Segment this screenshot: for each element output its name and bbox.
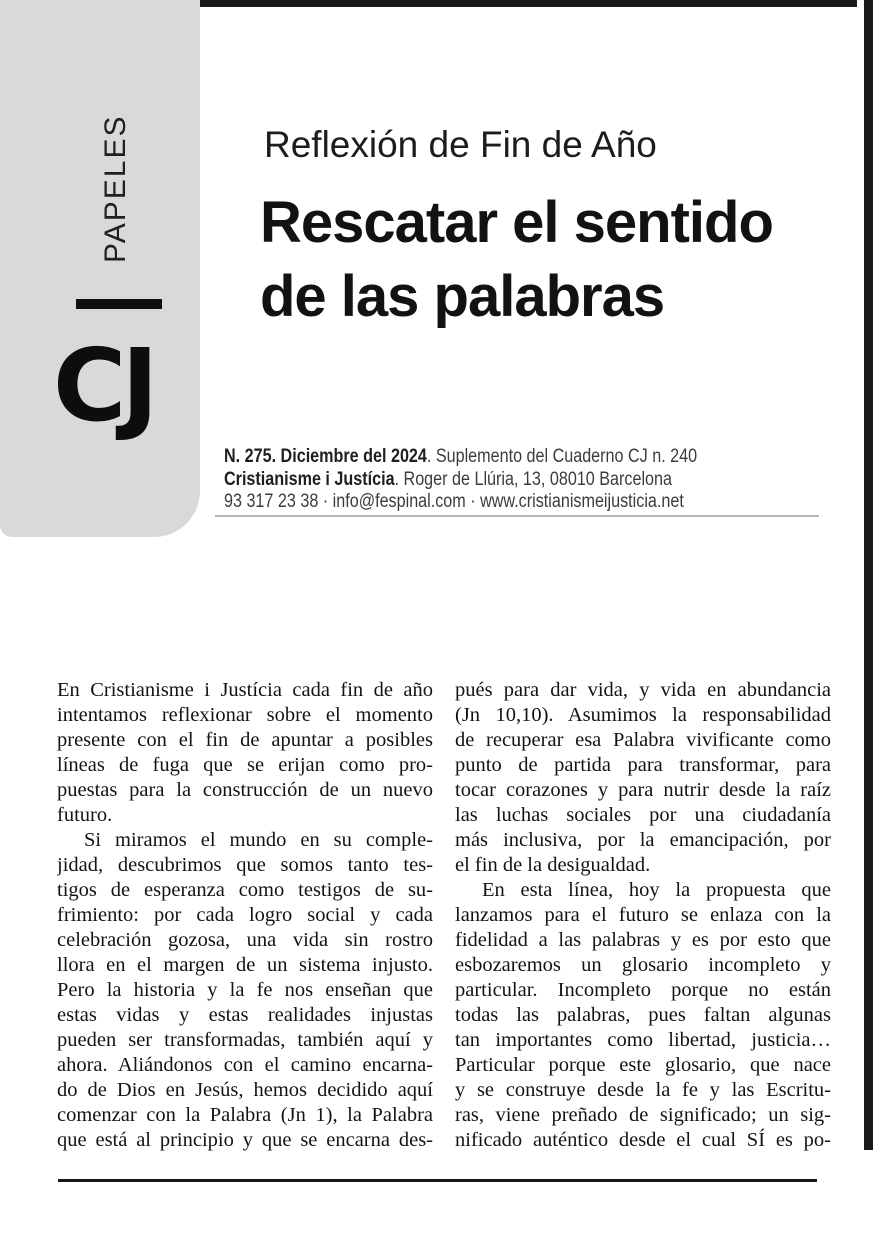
body-line: jidad, descubrimos que somos tanto tes- [57, 854, 433, 876]
page-title-line1: Rescatar el sentido [260, 190, 773, 255]
body-line: punto de partida para transformar, para [455, 754, 831, 776]
body-line: frimiento: por cada logro social y cada [57, 904, 433, 926]
body-line: el fin de la desigualdad. [455, 854, 651, 876]
collection-label: PAPELES [99, 114, 132, 263]
masthead-tab [0, 0, 200, 537]
imprint-issue-rest: . Suplemento del Cuaderno CJ n. 240 [426, 446, 698, 467]
body-line: pués para dar vida, y vida en abundancia [455, 679, 831, 701]
body-line: particular. Incompleto porque no están [455, 979, 831, 1001]
body-line: tigos de esperanza como testigos de su- [57, 879, 433, 901]
body-line: más inclusiva, por la emancipación, por [455, 829, 831, 851]
body-line: puestas para la construcción de un nuevo [57, 779, 433, 801]
body-line: presente con el fin de apuntar a posibles [57, 729, 433, 751]
page-title-line2: de las palabras [260, 264, 665, 329]
body-line: todas las palabras, pues faltan algunas [455, 1004, 831, 1026]
cj-logo: CJ [53, 327, 154, 444]
body-line: celebración gozosa, una vida sin rostro [57, 929, 433, 951]
imprint-issue-number: N. 275. Diciembre del 2024 [224, 446, 427, 467]
body-line: En Cristianisme i Justícia cada fin de año [57, 679, 433, 701]
imprint-address-rest: . Roger de Llúria, 13, 08010 Barcelona [394, 468, 672, 490]
imprint-line-issue [224, 446, 697, 469]
body-line: estas vidas y estas realidades injustas [57, 1004, 433, 1026]
body-line: llora en el margen de un sistema injusto. [57, 954, 433, 976]
page-kicker: Reflexión de Fin de Año [264, 124, 657, 165]
body-line: que está al principio y que se encarna des- [57, 1129, 433, 1151]
body-line: ahora. Aliándonos con el camino encarna- [57, 1054, 433, 1076]
body-line: En esta línea, hoy la propuesta que [482, 879, 831, 901]
body-line: lanzamos para el futuro se enlaza con la [455, 904, 831, 926]
body-line: Pero la historia y la fe nos enseñan que [57, 979, 433, 1001]
body-line: las luchas sociales por una ciudadanía [455, 804, 831, 826]
imprint-line-address [224, 469, 697, 492]
body-line: Particular porque este glosario, que nace [455, 1054, 831, 1076]
body-line: nificado auténtico desde el cual SÍ es po- [455, 1129, 831, 1151]
logo-dash-mark [76, 299, 162, 309]
body-line: comenzar con la Palabra (Jn 1), la Palabra [57, 1104, 433, 1126]
body-line: y se construye desde la fe y las Escritu- [455, 1079, 831, 1101]
imprint-block [224, 446, 697, 514]
page-title [260, 186, 773, 334]
body-col-left [57, 678, 433, 1153]
body-line: tocar corazones y para nutrir desde la raíz [455, 779, 831, 801]
body-line: líneas de fuga que se erijan como pro- [57, 754, 433, 776]
body-line: esbozaremos un glosario incompleto y [455, 954, 831, 976]
body-line: pueden ser transformadas, también aquí y [57, 1029, 433, 1051]
imprint-org-name: Cristianisme i Justícia [224, 468, 395, 490]
body-line: do de Dios en Jesús, hemos decidido aquí [57, 1079, 433, 1101]
imprint-line-contact: 93 317 23 38 · info@fespinal.com · www.cristianismeijusticia.net [224, 491, 684, 512]
body-col-right [455, 678, 831, 1153]
footer-rule [58, 1179, 817, 1182]
body-line: futuro. [57, 804, 113, 826]
body-line: tan importantes como libertad, justicia… [455, 1029, 831, 1051]
body-line: de recuperar esa Palabra vivificante como [455, 729, 831, 751]
body-line: Si miramos el mundo en su comple- [84, 829, 433, 851]
body-line: intentamos reflexionar sobre el momento [57, 704, 433, 726]
body-line: (Jn 10,10). Asumimos la responsabilidad [455, 704, 831, 726]
body-line: ras, viene preñado de significado; un sig- [455, 1104, 831, 1126]
imprint-divider-rule [215, 515, 819, 517]
body-line: fidelidad a las palabras y es por esto que [455, 929, 831, 951]
right-frame-bar [864, 0, 873, 1150]
